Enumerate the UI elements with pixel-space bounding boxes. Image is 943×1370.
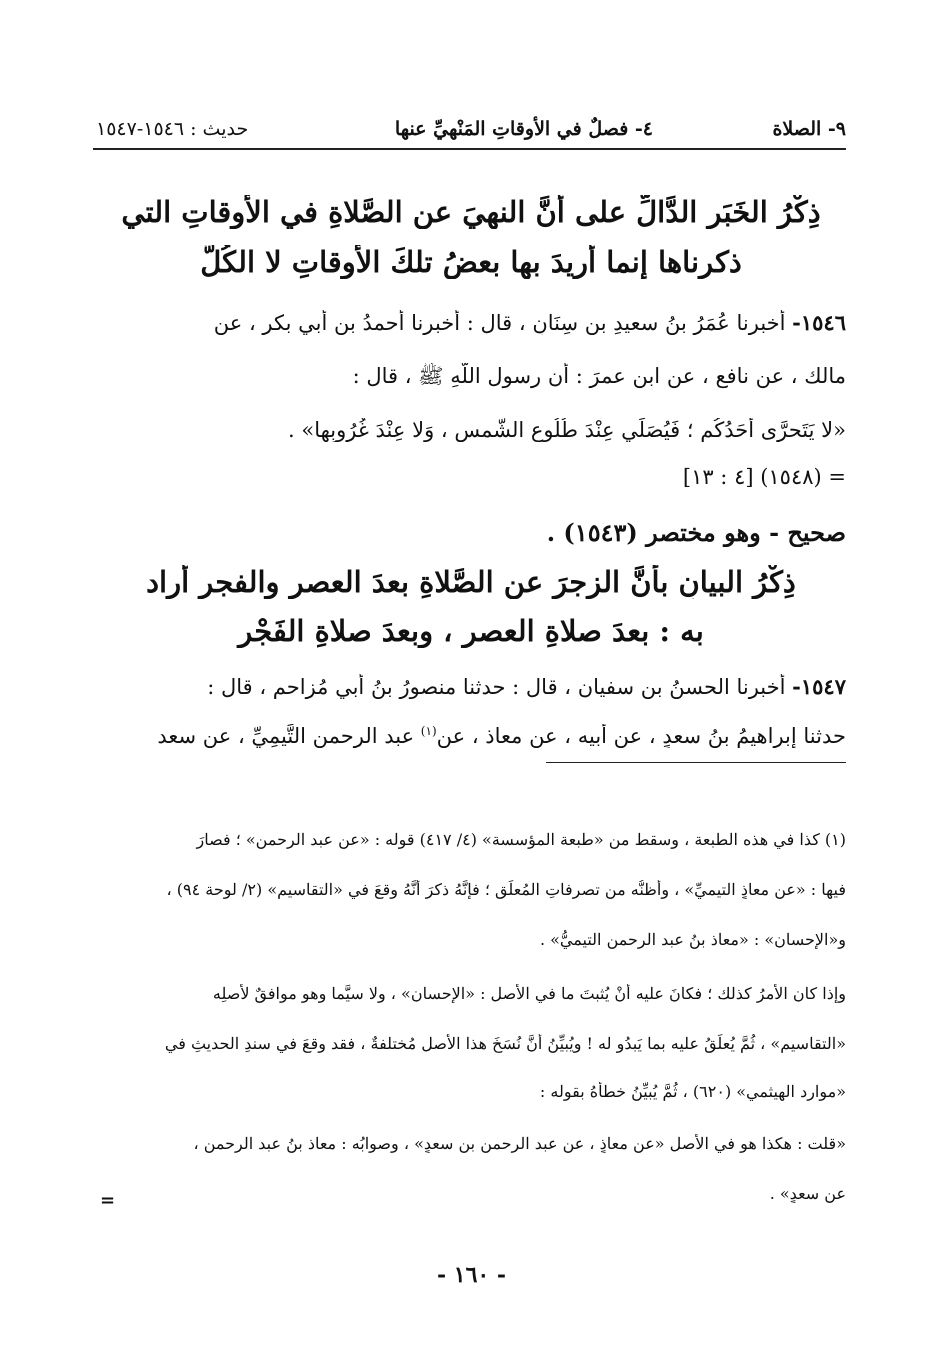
- footnote-line-3: و«الإحسان» : «معاذ بنُ عبد الرحمن التيميُّ» .: [539, 930, 846, 949]
- page-number: - ١٦٠ -: [436, 1262, 507, 1288]
- hadith-1547-text-1: أخبرنا الحسنُ بن سفيان ، قال : حدثنا منصورُ بنُ أبي مُزاحم ، قال :: [207, 675, 786, 699]
- hadith-1547-text-2b: عبد الرحمن التَّيمِيِّ ، عن سعد: [157, 724, 421, 748]
- chapter-heading-1-line-1: ذِكْرُ الخَبَرِ الدَّالِّ على أنَّ النهيَ عن الصَّلاةِ في الأوقاتِ التي: [121, 195, 821, 229]
- footnote-line-7: «قلت : هكذا هو في الأصلِ «عن معاذٍ ، عن عبد الرحمن بن سعدٍ» ، وصوابُه : معاذ بنُ عبد الرحمن ،: [193, 1134, 846, 1153]
- hadith-1546-grade: صحيح - وهو مختصر (١٥٤٣) .: [546, 518, 846, 547]
- running-header-hadith-range: حديث : ١٥٤٦-١٥٤٧: [96, 118, 249, 140]
- hadith-1546-isnad-line-1: [96, 310, 846, 335]
- chapter-heading-1-line-2: ذكرناها إنما أُريدَ بها بعضُ تلكَ الأوقاتِ لا الكُلُّ: [200, 245, 742, 279]
- hadith-1546-reference: = (١٥٤٨) [٤ : ١٣]: [682, 465, 846, 489]
- footnote-continuation-mark: =: [100, 1190, 116, 1211]
- hadith-1546-number: ١٥٤٦-: [792, 310, 846, 335]
- hadith-1546-text-1: أخبرنا عُمَرُ بنُ سعيدِ بن سِنَانٍ ، قال : أخبرنا أحمدُ بن أبي بكر ، عن: [213, 311, 786, 335]
- chapter-heading-2-line-1: ذِكْرُ البيانِ بأنَّ الزجرَ عن الصَّلاةِ بعدَ العصرِ والفجرِ أراد: [146, 565, 796, 599]
- header-divider: [93, 148, 846, 150]
- hadith-1547-isnad-line-2: [96, 724, 846, 748]
- footnote-line-4: وإذا كان الأمرُ كذلك ؛ فكانَ عليه أنْ يُثبتَ ما في الأصل : «الإحسان» ، ولا سيَّما وهو موافقٌ لأصلِه: [212, 984, 846, 1003]
- footnote-ref-1: (١): [420, 724, 437, 738]
- hadith-1547-number: ١٥٤٧-: [792, 674, 846, 699]
- footnote-line-5: «التقاسيم» ، ثُمَّ يُعلِّقُ عليه بما يَبدُو له ! ويُبيِّنُ أنَّ نُسَخَ هذا الأصلِ مُختلفةٌ ، فقد وقعَ في سندِ الحديثِ في: [164, 1034, 846, 1053]
- hadith-1546-matn: «لا يَتَحرَّى أَحَدُكُم ؛ فَيُصَلِّي عِنْدَ طُلُوعِ الشَّمسِ ، وَلا عِنْدَ غُرُوبِها» .: [288, 418, 846, 442]
- running-header-section: ٤- فصلٌ في الأوقاتِ المَنْهيِّ عنها: [394, 118, 653, 140]
- hadith-1546-isnad-line-2: مالك ، عن نافع ، عن ابن عمرَ : أن رسول اللّهِ ﷺ ، قال :: [352, 364, 846, 388]
- footnote-line-2: فيها : «عن معاذٍ التيميِّ» ، وأظنُّه من تصرفاتِ المُعلِّق ؛ فإنَّهُ ذكرَ أنَّهُ وقعَ في «التقاسيم» (٢/ لوحة ٩٤) ،: [166, 880, 846, 899]
- footnote-line-1: (١) كذا في هذه الطبعة ، وسقط من «طبعة المؤسسة» (٤/ ٤١٧) قوله : «عن عبد الرحمن» ؛ فصارَ: [196, 830, 846, 849]
- footnote-divider: [546, 762, 846, 763]
- hadith-1547-text-2a: حدثنا إبراهيمُ بنُ سعدٍ ، عن أبيه ، عن معاذ ، عن: [436, 724, 846, 748]
- footnote-line-6: «موارد الهيثمي» (٦٢٠) ، ثُمَّ يُبيِّنُ خطأهُ بقوله :: [539, 1082, 846, 1101]
- footnote-line-8: عن سعدٍ» .: [769, 1184, 846, 1203]
- hadith-1547-isnad-line-1: [96, 674, 846, 699]
- running-header-chapter: ٩- الصلاة: [772, 118, 846, 140]
- chapter-heading-2-line-2: به : بعدَ صلاةِ العصرِ ، وبعدَ صلاةِ الفَجْرِ: [238, 614, 704, 648]
